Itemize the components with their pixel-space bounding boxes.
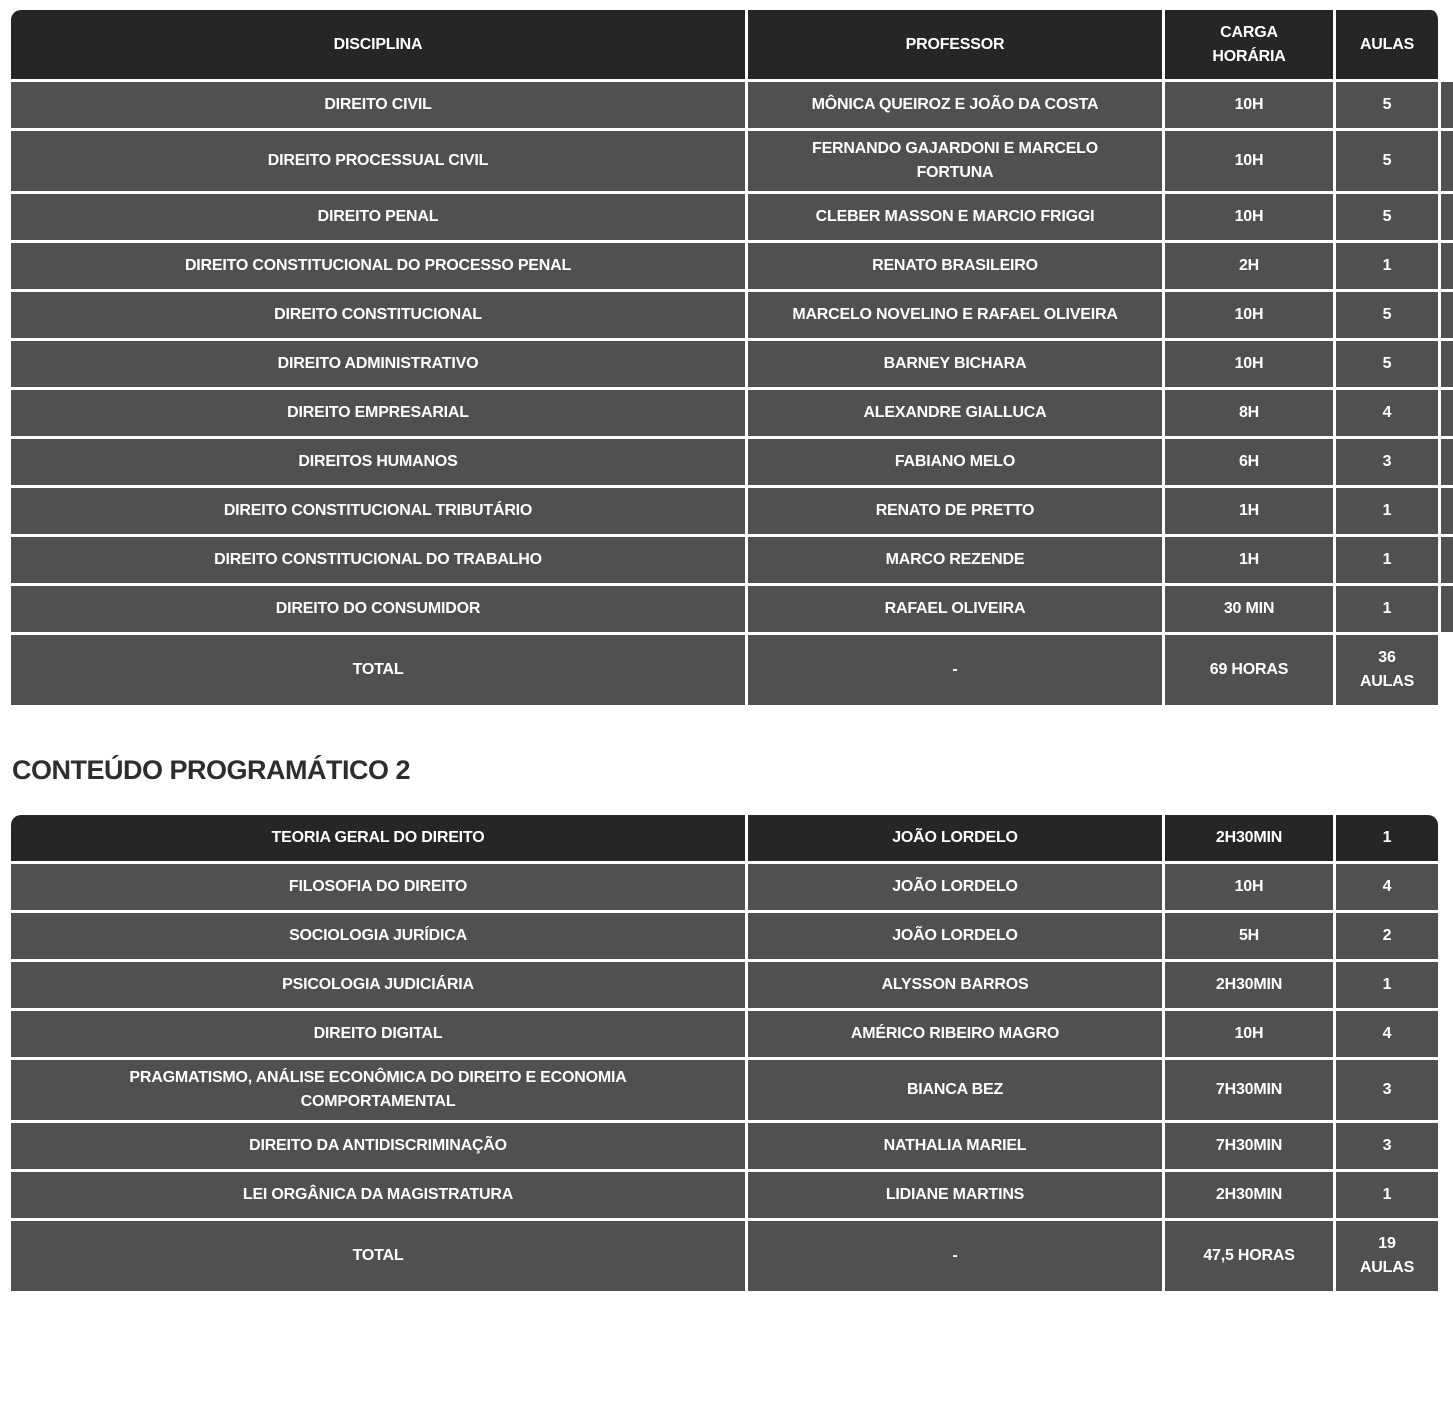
total-row — [11, 635, 1453, 708]
table-row — [11, 243, 1453, 292]
carga-horaria-cell: 10H — [1165, 341, 1336, 390]
professor-cell: BARNEY BICHARA — [748, 341, 1165, 390]
professor-cell: MARCELO NOVELINO E RAFAEL OLIVEIRA — [748, 292, 1165, 341]
header-cell-carga-horaria: CARGA HORÁRIA — [1165, 10, 1336, 82]
aulas-cell: 4 — [1336, 1011, 1438, 1060]
disciplina-cell: PRAGMATISMO, ANÁLISE ECONÔMICA DO DIREITO E ECONOMIA COMPORTAMENTAL — [11, 1060, 748, 1123]
carga-horaria-cell: 1H — [1165, 537, 1336, 586]
professor-cell: ALYSSON BARROS — [748, 962, 1165, 1011]
table-row — [11, 962, 1438, 1011]
aulas-cell: 1 — [1336, 962, 1438, 1011]
professor-cell: RENATO BRASILEIRO — [748, 243, 1165, 292]
aulas-cell: 5 — [1336, 341, 1441, 390]
carga-horaria-cell: 2H30MIN — [1165, 962, 1336, 1011]
table-row — [11, 488, 1453, 537]
carga-horaria-cell: 10H — [1165, 82, 1336, 131]
disciplina-cell: DIREITO CIVIL — [11, 82, 748, 131]
carga-horaria-cell: 6H — [1165, 439, 1336, 488]
header-cell-professor: PROFESSOR — [748, 10, 1165, 82]
header-cell-disciplina: DISCIPLINA — [11, 10, 748, 82]
table-row — [11, 194, 1453, 243]
disciplina-cell: DIREITO DA ANTIDISCRIMINAÇÃO — [11, 1123, 748, 1172]
professor-cell: AMÉRICO RIBEIRO MAGRO — [748, 1011, 1165, 1060]
professor-cell: RENATO DE PRETTO — [748, 488, 1165, 537]
professor-cell: RAFAEL OLIVEIRA — [748, 586, 1165, 635]
clipped-column-cell — [1441, 586, 1453, 635]
table-row — [11, 341, 1453, 390]
professor-cell: FABIANO MELO — [748, 439, 1165, 488]
clipped-column-cell — [1441, 243, 1453, 292]
disciplina-cell: DIREITO CONSTITUCIONAL — [11, 292, 748, 341]
carga-horaria-cell: 7H30MIN — [1165, 1060, 1336, 1123]
aulas-cell: 5 — [1336, 131, 1441, 194]
aulas-cell: 2 — [1336, 913, 1438, 962]
table-row — [11, 82, 1453, 131]
table-row — [11, 292, 1453, 341]
table-row — [11, 131, 1453, 194]
aulas-cell: 1 — [1336, 488, 1441, 537]
disciplina-cell: LEI ORGÂNICA DA MAGISTRATURA — [11, 1172, 748, 1221]
professor-cell: ALEXANDRE GIALLUCA — [748, 390, 1165, 439]
professor-cell: MARCO REZENDE — [748, 537, 1165, 586]
table-row — [11, 1172, 1438, 1221]
clipped-column-cell — [1441, 488, 1453, 537]
clipped-column-cell — [1441, 439, 1453, 488]
carga-horaria-cell: 2H30MIN — [1165, 1172, 1336, 1221]
total-carga-horaria-cell: 47,5 HORAS — [1165, 1221, 1336, 1294]
table-row — [11, 390, 1453, 439]
professor-cell: JOÃO LORDELO — [748, 864, 1165, 913]
aulas-cell: 3 — [1336, 439, 1441, 488]
table-row — [11, 913, 1438, 962]
carga-horaria-cell: 8H — [1165, 390, 1336, 439]
disciplina-cell: TEORIA GERAL DO DIREITO — [11, 815, 748, 864]
disciplina-cell: DIREITO CONSTITUCIONAL DO PROCESSO PENAL — [11, 243, 748, 292]
total-carga-horaria-cell: 69 HORAS — [1165, 635, 1336, 708]
section-heading-conteudo-programatico-2: CONTEÚDO PROGRAMÁTICO 2 — [12, 755, 411, 785]
carga-horaria-cell: 1H — [1165, 488, 1336, 537]
table-row — [11, 864, 1438, 913]
aulas-cell: 3 — [1336, 1123, 1438, 1172]
total-label-cell: TOTAL — [11, 1221, 748, 1294]
header-cell-aulas: AULAS — [1336, 10, 1441, 82]
table-row — [11, 586, 1453, 635]
clipped-column-spacer — [1441, 10, 1453, 82]
table-row — [11, 439, 1453, 488]
disciplina-cell: DIREITO ADMINISTRATIVO — [11, 341, 748, 390]
carga-horaria-cell: 10H — [1165, 131, 1336, 194]
total-aulas-cell: 36 AULAS — [1336, 635, 1441, 708]
disciplina-cell: DIREITO DIGITAL — [11, 1011, 748, 1060]
aulas-cell: 4 — [1336, 390, 1441, 439]
total-label-cell: TOTAL — [11, 635, 748, 708]
clipped-column-cell — [1441, 131, 1453, 194]
table-row — [11, 537, 1453, 586]
carga-horaria-cell: 30 MIN — [1165, 586, 1336, 635]
professor-cell: LIDIANE MARTINS — [748, 1172, 1165, 1221]
disciplina-cell: DIREITO DO CONSUMIDOR — [11, 586, 748, 635]
total-row — [11, 1221, 1438, 1294]
clipped-column-cell — [1441, 341, 1453, 390]
clipped-column-cell — [1441, 292, 1453, 341]
clipped-column-cell — [1441, 537, 1453, 586]
disciplina-cell: DIREITO PROCESSUAL CIVIL — [11, 131, 748, 194]
table-row — [11, 1123, 1438, 1172]
disciplina-cell: SOCIOLOGIA JURÍDICA — [11, 913, 748, 962]
disciplina-cell: PSICOLOGIA JUDICIÁRIA — [11, 962, 748, 1011]
professor-cell: BIANCA BEZ — [748, 1060, 1165, 1123]
aulas-cell: 1 — [1336, 243, 1441, 292]
disciplina-cell: DIREITOS HUMANOS — [11, 439, 748, 488]
carga-horaria-cell: 10H — [1165, 292, 1336, 341]
carga-horaria-cell: 10H — [1165, 1011, 1336, 1060]
carga-horaria-cell: 2H — [1165, 243, 1336, 292]
professor-cell: JOÃO LORDELO — [748, 815, 1165, 864]
carga-horaria-cell: 5H — [1165, 913, 1336, 962]
clipped-column-cell — [1441, 82, 1453, 131]
total-professor-cell: - — [748, 635, 1165, 708]
table-row — [11, 815, 1438, 864]
clipped-column-cell — [1441, 390, 1453, 439]
disciplina-cell: DIREITO CONSTITUCIONAL DO TRABALHO — [11, 537, 748, 586]
aulas-cell: 5 — [1336, 194, 1441, 243]
aulas-cell: 5 — [1336, 292, 1441, 341]
disciplina-cell: FILOSOFIA DO DIREITO — [11, 864, 748, 913]
total-professor-cell: - — [748, 1221, 1165, 1294]
disciplina-cell: DIREITO PENAL — [11, 194, 748, 243]
aulas-cell: 1 — [1336, 586, 1441, 635]
aulas-cell: 5 — [1336, 82, 1441, 131]
aulas-cell: 1 — [1336, 815, 1438, 864]
carga-horaria-cell: 2H30MIN — [1165, 815, 1336, 864]
professor-cell: JOÃO LORDELO — [748, 913, 1165, 962]
clipped-column-cell — [1441, 194, 1453, 243]
aulas-cell: 1 — [1336, 1172, 1438, 1221]
aulas-cell: 4 — [1336, 864, 1438, 913]
table1-header-row — [11, 10, 1453, 82]
disciplina-cell: DIREITO EMPRESARIAL — [11, 390, 748, 439]
aulas-cell: 3 — [1336, 1060, 1438, 1123]
table-row — [11, 1060, 1438, 1123]
professor-cell: MÔNICA QUEIROZ E JOÃO DA COSTA — [748, 82, 1165, 131]
total-aulas-cell: 19 AULAS — [1336, 1221, 1438, 1294]
table-conteudo-programatico-1 — [11, 10, 1453, 708]
professor-cell: CLEBER MASSON E MARCIO FRIGGI — [748, 194, 1165, 243]
carga-horaria-cell: 7H30MIN — [1165, 1123, 1336, 1172]
table-conteudo-programatico-2 — [11, 815, 1438, 1294]
carga-horaria-cell: 10H — [1165, 194, 1336, 243]
aulas-cell: 1 — [1336, 537, 1441, 586]
clipped-column-spacer — [1441, 635, 1453, 708]
table-row — [11, 1011, 1438, 1060]
disciplina-cell: DIREITO CONSTITUCIONAL TRIBUTÁRIO — [11, 488, 748, 537]
professor-cell: FERNANDO GAJARDONI E MARCELO FORTUNA — [748, 131, 1165, 194]
professor-cell: NATHALIA MARIEL — [748, 1123, 1165, 1172]
carga-horaria-cell: 10H — [1165, 864, 1336, 913]
